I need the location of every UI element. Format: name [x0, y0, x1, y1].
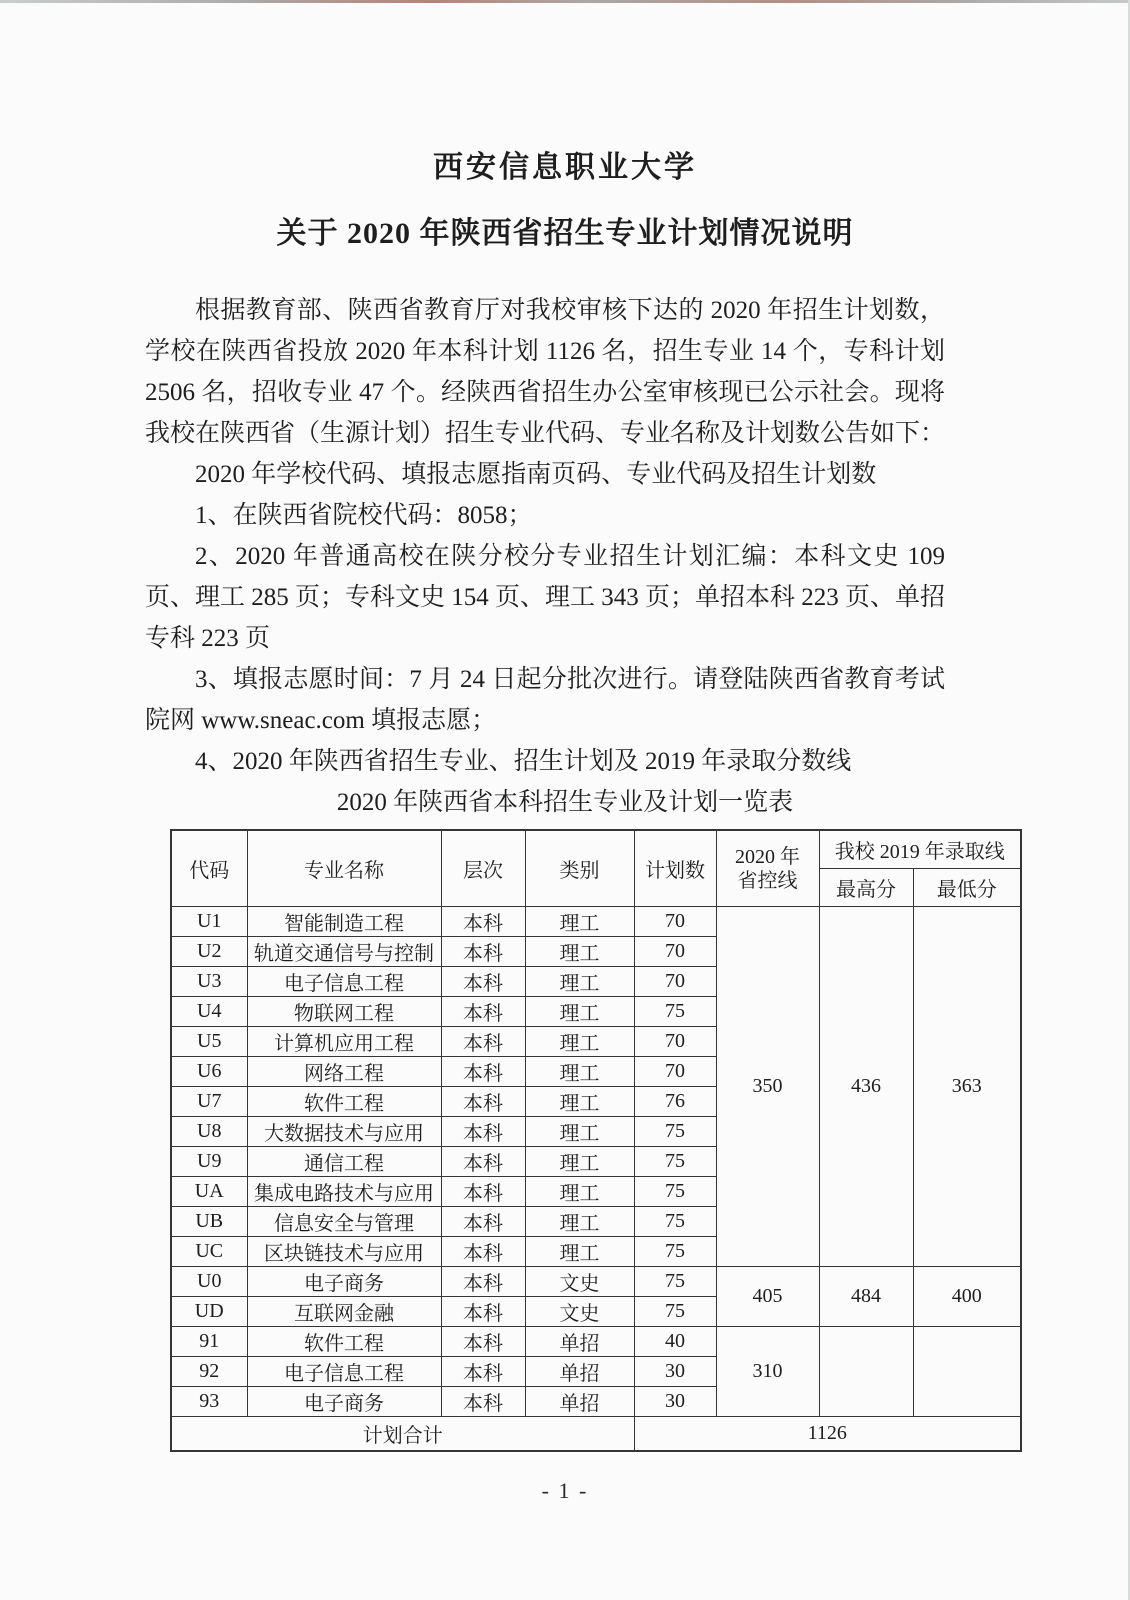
plan-table-body [171, 907, 1021, 1417]
cell-category: 理工 [525, 1027, 634, 1057]
body-paragraph-codes-heading: 2020 年学校代码、填报志愿指南页码、专业代码及招生计划数 [195, 461, 877, 488]
cell-category: 理工 [525, 937, 634, 967]
cell-code: U4 [171, 997, 247, 1027]
cell-category: 单招 [525, 1357, 634, 1387]
table-row [171, 1327, 1021, 1357]
cell-level: 本科 [441, 907, 525, 937]
cell-code: 91 [171, 1327, 247, 1357]
cell-plan: 75 [634, 1267, 716, 1297]
cell-category: 理工 [525, 1057, 634, 1087]
cell-level: 本科 [441, 1027, 525, 1057]
header-2019-admission-line: 我校 2019 年录取线 [819, 830, 1021, 869]
cell-plan: 70 [634, 1027, 716, 1057]
cell-plan: 75 [634, 1237, 716, 1267]
cell-max-score: 484 [819, 1267, 913, 1327]
cell-category: 理工 [525, 907, 634, 937]
cell-plan: 30 [634, 1387, 716, 1417]
table-row [171, 1267, 1021, 1297]
document-subtitle: 关于 2020 年陕西省招生专业计划情况说明 [276, 217, 854, 250]
cell-max-score: 436 [819, 907, 913, 1267]
cell-category: 理工 [525, 1237, 634, 1267]
cell-plan: 30 [634, 1357, 716, 1387]
cell-plan: 75 [634, 997, 716, 1027]
header-province-control-line [716, 830, 819, 907]
cell-plan: 70 [634, 967, 716, 997]
cell-plan: 70 [634, 907, 716, 937]
scan-top-edge-artifact [0, 0, 1130, 3]
cell-level: 本科 [441, 1327, 525, 1357]
cell-category: 理工 [525, 1177, 634, 1207]
cell-major: 通信工程 [247, 1147, 441, 1177]
cell-level: 本科 [441, 997, 525, 1027]
cell-code: UB [171, 1207, 247, 1237]
cell-major: 网络工程 [247, 1057, 441, 1087]
body-paragraph-intro: 根据教育部、陕西省教育厅对我校审核下达的 2020 年招生计划数，学校在陕西省投放 2020 年本科计划 1126 名，招生专业 14 个，专科计划 2506 名，招收专业 47 个。经陕西省招生办公室审核现已公示社会。现将我校在陕西省（生源计划）招生专业代码、专业名称及计划数公告如下： [145, 297, 946, 447]
cell-major: 软件工程 [247, 1327, 441, 1357]
cell-category: 文史 [525, 1267, 634, 1297]
cell-code: U7 [171, 1087, 247, 1117]
cell-code: U5 [171, 1027, 247, 1057]
footer-total-value: 1126 [634, 1417, 1021, 1452]
table-footer [171, 1417, 1021, 1452]
cell-level: 本科 [441, 1267, 525, 1297]
cell-plan: 70 [634, 937, 716, 967]
cell-major: 大数据技术与应用 [247, 1117, 441, 1147]
cell-category: 理工 [525, 967, 634, 997]
header-control-line-2: 省控线 [737, 869, 798, 892]
cell-min-score: 363 [913, 907, 1021, 1267]
cell-major: 计算机应用工程 [247, 1027, 441, 1057]
cell-min-score [913, 1327, 1021, 1417]
cell-min-score: 400 [913, 1267, 1021, 1327]
table-caption: 2020 年陕西省本科招生专业及计划一览表 [336, 789, 794, 816]
cell-code: U6 [171, 1057, 247, 1087]
body-paragraph-item-3: 3、填报志愿时间：7 月 24 日起分批次进行。请登陆陕西省教育考试院网 www.sneac.com 填报志愿； [145, 666, 945, 734]
footer-total-label: 计划合计 [171, 1417, 634, 1452]
header-level: 层次 [441, 830, 525, 907]
body-text [145, 290, 945, 782]
header-major: 专业名称 [247, 830, 441, 907]
cell-major: 电子商务 [247, 1267, 441, 1297]
header-max-score: 最高分 [819, 869, 913, 907]
cell-major: 区块链技术与应用 [247, 1237, 441, 1267]
cell-level: 本科 [441, 1147, 525, 1177]
cell-plan: 76 [634, 1087, 716, 1117]
cell-plan: 75 [634, 1177, 716, 1207]
cell-category: 理工 [525, 1087, 634, 1117]
cell-level: 本科 [441, 1387, 525, 1417]
cell-plan: 75 [634, 1147, 716, 1177]
cell-code: UC [171, 1237, 247, 1267]
cell-level: 本科 [441, 967, 525, 997]
cell-code: U9 [171, 1147, 247, 1177]
cell-code: 93 [171, 1387, 247, 1417]
cell-control-line: 310 [716, 1327, 819, 1417]
cell-major: 轨道交通信号与控制 [247, 937, 441, 967]
cell-category: 理工 [525, 1207, 634, 1237]
cell-plan: 75 [634, 1297, 716, 1327]
cell-level: 本科 [441, 1087, 525, 1117]
cell-level: 本科 [441, 1357, 525, 1387]
cell-level: 本科 [441, 1207, 525, 1237]
cell-plan: 70 [634, 1057, 716, 1087]
cell-level: 本科 [441, 937, 525, 967]
header-plan-count: 计划数 [634, 830, 716, 907]
cell-max-score [819, 1327, 913, 1417]
page-number: - 1 - [541, 1478, 589, 1503]
cell-level: 本科 [441, 1177, 525, 1207]
cell-plan: 75 [634, 1117, 716, 1147]
cell-code: U3 [171, 967, 247, 997]
cell-level: 本科 [441, 1297, 525, 1327]
cell-major: 智能制造工程 [247, 907, 441, 937]
cell-code: U8 [171, 1117, 247, 1147]
enrollment-plan-table [170, 829, 1022, 1452]
cell-level: 本科 [441, 1237, 525, 1267]
cell-plan: 40 [634, 1327, 716, 1357]
cell-level: 本科 [441, 1057, 525, 1087]
body-paragraph-item-2: 2、2020 年普通高校在陕分校分专业招生计划汇编：本科文史 109 页、理工 285 页；专科文史 154 页、理工 343 页；单招本科 223 页、单招专科 223 页 [145, 543, 946, 652]
cell-category: 单招 [525, 1327, 634, 1357]
body-paragraph-item-4: 4、2020 年陕西省招生专业、招生计划及 2019 年录取分数线 [195, 748, 852, 775]
document-title: 西安信息职业大学 [433, 151, 697, 184]
cell-major: 电子信息工程 [247, 967, 441, 997]
header-code: 代码 [171, 830, 247, 907]
cell-category: 理工 [525, 1117, 634, 1147]
cell-plan: 75 [634, 1207, 716, 1237]
cell-code: 92 [171, 1357, 247, 1387]
cell-code: UA [171, 1177, 247, 1207]
table-row [171, 907, 1021, 937]
cell-code: U0 [171, 1267, 247, 1297]
cell-category: 单招 [525, 1387, 634, 1417]
cell-major: 集成电路技术与应用 [247, 1177, 441, 1207]
cell-major: 物联网工程 [247, 997, 441, 1027]
body-paragraph-item-1: 1、在陕西省院校代码：8058； [195, 502, 533, 529]
cell-control-line: 350 [716, 907, 819, 1267]
cell-major: 电子信息工程 [247, 1357, 441, 1387]
cell-code: U2 [171, 937, 247, 967]
cell-level: 本科 [441, 1117, 525, 1147]
cell-major: 互联网金融 [247, 1297, 441, 1327]
cell-control-line: 405 [716, 1267, 819, 1327]
cell-category: 文史 [525, 1297, 634, 1327]
cell-major: 电子商务 [247, 1387, 441, 1417]
cell-code: UD [171, 1297, 247, 1327]
cell-major: 软件工程 [247, 1087, 441, 1117]
cell-major: 信息安全与管理 [247, 1207, 441, 1237]
header-control-line-1: 2020 年 [735, 845, 800, 868]
cell-category: 理工 [525, 997, 634, 1027]
header-min-score: 最低分 [913, 869, 1021, 907]
header-category: 类别 [525, 830, 634, 907]
cell-category: 理工 [525, 1147, 634, 1177]
table-header [171, 830, 1021, 907]
cell-code: U1 [171, 907, 247, 937]
